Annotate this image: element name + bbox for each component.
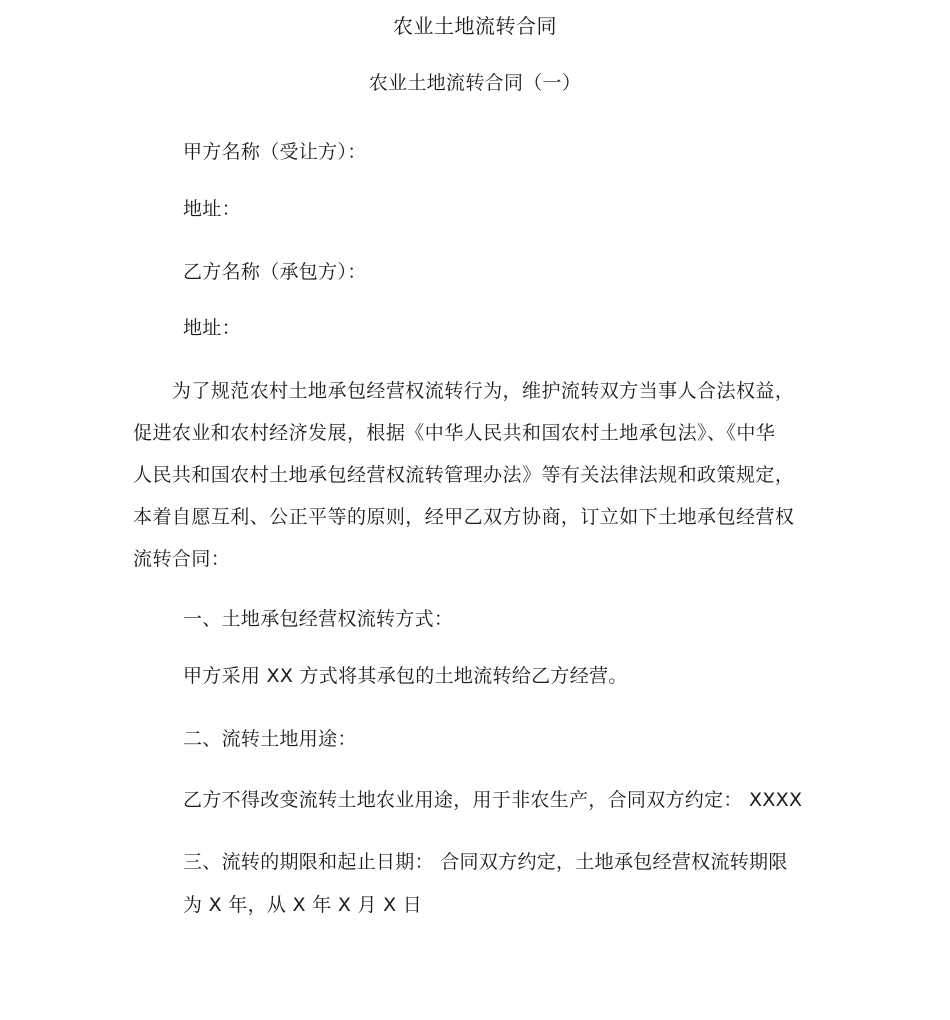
party-a-address-label: 地址： [183, 198, 241, 220]
preamble-line: 为了规范农村土地承包经营权流转行为，维护流转双方当事人合法权益， [133, 380, 795, 402]
party-b-address-label: 地址： [183, 317, 241, 339]
section2-heading: 二、流转土地用途： [183, 728, 357, 750]
preamble-line: 人民共和国农村土地承包经营权流转管理办法》等有关法律法规和政策规定， [133, 464, 795, 486]
section3-line: 为 X 年，从 X 年 X 月 X 日 [183, 894, 423, 916]
preamble-line: 促进农业和农村经济发展，根据《中华人民共和国农村土地承包法》、《中华 [133, 422, 776, 444]
party-b-name-label: 乙方名称（承包方）： [183, 261, 367, 283]
section1-body: 甲方采用 XX 方式将其承包的土地流转给乙方经营。 [183, 665, 628, 687]
section1-heading: 一、土地承包经营权流转方式： [183, 608, 454, 630]
document-title: 农业土地流转合同 [393, 14, 557, 38]
document-subtitle: 农业土地流转合同（一） [368, 72, 582, 94]
preamble-line: 流转合同： [133, 548, 231, 570]
section3-line: 三、流转的期限和起止日期： 合同双方约定，土地承包经营权流转期限 [183, 851, 788, 873]
section2-body: 乙方不得改变流转土地农业用途，用于非农生产，合同双方约定： XXXX [183, 789, 803, 811]
preamble-line: 本着自愿互利、公正平等的原则，经甲乙双方协商，订立如下土地承包经营权 [133, 506, 795, 528]
party-a-name-label: 甲方名称（受让方）： [183, 141, 367, 163]
